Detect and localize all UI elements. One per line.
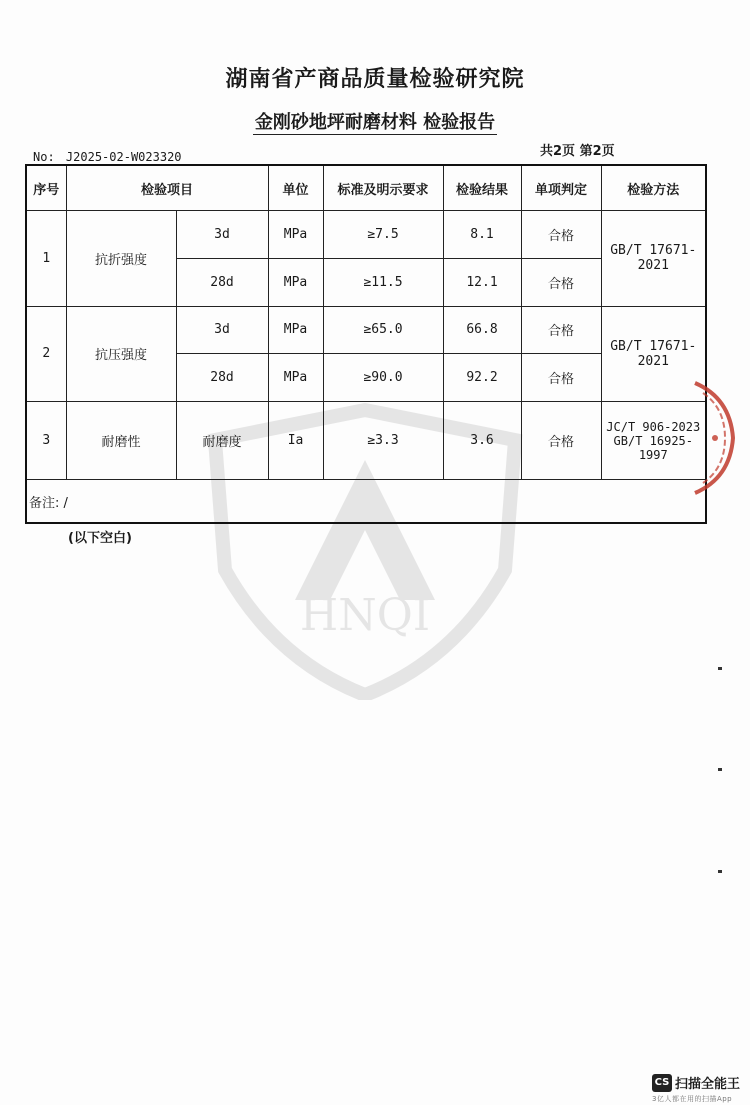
inspection-table — [25, 164, 707, 524]
row-result: 3.6 — [443, 402, 521, 480]
scan-mark — [718, 768, 722, 771]
row-sub: 耐磨度 — [176, 402, 268, 480]
table-row — [26, 211, 706, 259]
row-result: 12.1 — [443, 258, 521, 306]
report-no-value: J2025-02-W023320 — [62, 150, 212, 165]
header-no: 序号 — [26, 165, 66, 211]
row-sub: 3d — [176, 211, 268, 259]
scanner-tagline: 3亿人都在用的扫描App — [652, 1095, 733, 1103]
row-verdict: 合格 — [521, 306, 601, 354]
row-req: ≥11.5 — [323, 258, 443, 306]
row-req: ≥3.3 — [323, 402, 443, 480]
row-req: ≥90.0 — [323, 354, 443, 402]
row-unit: MPa — [268, 306, 323, 354]
header-requirement: 标准及明示要求 — [323, 165, 443, 211]
row-verdict: 合格 — [521, 402, 601, 480]
row-sub: 28d — [176, 258, 268, 306]
row-unit: Ia — [268, 402, 323, 480]
row-no: 2 — [26, 306, 66, 402]
row-no: 1 — [26, 211, 66, 307]
report-title: 金刚砂地坪耐磨材料 检验报告 — [254, 112, 496, 133]
row-result: 8.1 — [443, 211, 521, 259]
row-method: GB/T 17671-2021 — [601, 211, 706, 307]
header-result: 检验结果 — [443, 165, 521, 211]
header-item: 检验项目 — [66, 165, 268, 211]
row-unit: MPa — [268, 354, 323, 402]
camscanner-logo-icon: CS — [652, 1074, 672, 1092]
report-no-label: No: — [33, 150, 55, 164]
scan-mark — [718, 667, 722, 670]
header-method: 检验方法 — [601, 165, 706, 211]
page-info: 共2页 第2页 — [540, 144, 615, 159]
header-unit: 单位 — [268, 165, 323, 211]
row-method: JC/T 906-2023 GB/T 16925-1997 — [601, 402, 706, 480]
row-result: 66.8 — [443, 306, 521, 354]
row-result: 92.2 — [443, 354, 521, 402]
header-verdict: 单项判定 — [521, 165, 601, 211]
row-unit: MPa — [268, 258, 323, 306]
remarks-row — [26, 480, 706, 524]
remarks: 备注: / — [26, 480, 706, 524]
scanner-brand: 扫描全能王 — [675, 1077, 741, 1092]
svg-text:HNQI: HNQI — [299, 590, 431, 641]
row-verdict: 合格 — [521, 354, 601, 402]
row-item: 抗压强度 — [66, 306, 176, 402]
report-number — [33, 150, 212, 164]
institute-title: 湖南省产商品质量检验研究院 — [225, 67, 525, 92]
blank-below-note: (以下空白) — [68, 531, 132, 546]
red-seal-icon — [675, 378, 735, 498]
table-row — [26, 306, 706, 354]
row-no: 3 — [26, 402, 66, 480]
row-verdict: 合格 — [521, 258, 601, 306]
row-item: 耐磨性 — [66, 402, 176, 480]
table-row — [26, 402, 706, 480]
row-sub: 3d — [176, 306, 268, 354]
row-sub: 28d — [176, 354, 268, 402]
row-unit: MPa — [268, 211, 323, 259]
row-verdict: 合格 — [521, 211, 601, 259]
row-item: 抗折强度 — [66, 211, 176, 307]
scan-mark — [718, 870, 722, 873]
row-method: GB/T 17671-2021 — [601, 306, 706, 402]
table-header-row — [26, 165, 706, 211]
row-req: ≥7.5 — [323, 211, 443, 259]
row-req: ≥65.0 — [323, 306, 443, 354]
scanner-watermark — [652, 1072, 740, 1104]
